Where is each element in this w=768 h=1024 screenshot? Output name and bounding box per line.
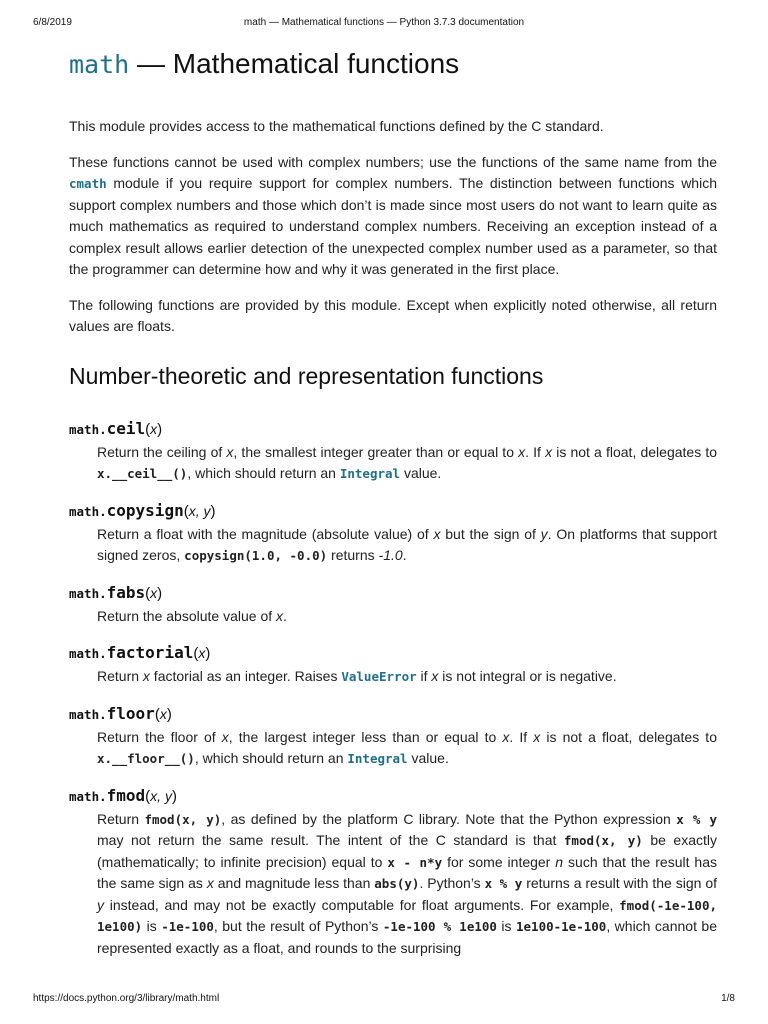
intro-paragraph: This module provides access to the mathematical functions defined by the C standard.: [69, 118, 604, 134]
cmath-link[interactable]: cmath: [69, 176, 107, 191]
fmod-description: Return fmod(x, y), as defined by the platform C library. Note that the Python expression x % y may not return the same result. The intent of the C standard is that fmod(x, y) be exactly (mathematically; to infinite precision) equal to x - n*y for some integer n such that the result has the same sign as x and magnitude less than abs(y). Python’s x % y returns a result with the sign of y instead, and may not be exactly computable for float arguments. For example, fmod(-1e-100, 1e100) is -1e-100, but the result of Python’s -1e-100 % 1e100 is 1e100-1e-100, which cannot be represented exactly as a float, and rounds to the surprising: [97, 810, 718, 956]
fabs-signature: math.fabs(x): [69, 582, 163, 602]
function-ceil: [69, 416, 717, 485]
valueerror-link[interactable]: ValueError: [341, 669, 417, 684]
integral-link[interactable]: Integral: [347, 751, 408, 766]
print-url: https://docs.python.org/3/library/math.html: [33, 993, 220, 1004]
page-title-text: — Mathematical functions: [129, 48, 460, 79]
page-number: 1/8: [721, 993, 735, 1004]
doc-body: [69, 44, 717, 959]
page-title: [69, 44, 717, 84]
ceil-description: Return the ceiling of x, the smallest integer greater than or equal to x. If x is not a float, delegates to x.__ceil__(), which should return an Integral value.: [97, 443, 718, 481]
function-floor: [69, 701, 717, 770]
floor-description: Return the floor of x, the largest integer less than or equal to x. If x is not a float, delegates to x.__floor__(), which should return an Integral value.: [97, 728, 717, 766]
print-date: 6/8/2019: [33, 17, 72, 28]
section-heading: Number-theoretic and representation functions: [69, 362, 544, 389]
complex-note-paragraph: These functions cannot be used with complex numbers; use the functions of the same name from the cmath module if you require support for complex numbers. The distinction between functions which support complex numbers and those which don’t is made since most users do not want to learn quite as much mathematics as required to understand complex numbers. Receiving an exception instead of a complex result allows earlier detection of the unexpected complex number used as a parameter, so that the programmer can determine how and why it was generated in the first place.: [69, 153, 717, 277]
function-fmod: [69, 783, 717, 960]
copysign-signature: math.copysign(x, y): [69, 500, 216, 520]
function-factorial: [69, 640, 717, 688]
module-name: math: [69, 50, 130, 79]
floor-name: floor: [106, 703, 155, 723]
function-fabs: [69, 580, 717, 628]
return-values-paragraph: The following functions are provided by this module. Except when explicitly noted otherwise, all return values are floats.: [69, 296, 717, 334]
factorial-signature: math.factorial(x): [69, 643, 211, 662]
ceil-signature: math.ceil(x): [69, 418, 163, 438]
factorial-name: factorial: [106, 643, 194, 662]
ceil-name: ceil: [106, 418, 146, 438]
fmod-signature: math.fmod(x, y): [69, 785, 177, 805]
fabs-name: fabs: [106, 582, 146, 602]
copysign-name: copysign: [106, 500, 184, 520]
fabs-description: Return the absolute value of x.: [97, 607, 287, 624]
copysign-description: Return a float with the magnitude (absolute value) of x but the sign of y. On platforms that support signed zeros, copysign(1.0, -0.0) returns -1.0.: [97, 525, 717, 563]
function-copysign: [69, 498, 717, 567]
factorial-description: Return x factorial as an integer. Raises ValueError if x is not integral or is negative.: [97, 668, 617, 684]
floor-signature: math.floor(x): [69, 703, 172, 723]
integral-link[interactable]: Integral: [339, 466, 401, 481]
fmod-name: fmod: [106, 785, 146, 805]
print-page-title: math — Mathematical functions — Python 3.7.3 documentation: [243, 17, 525, 28]
